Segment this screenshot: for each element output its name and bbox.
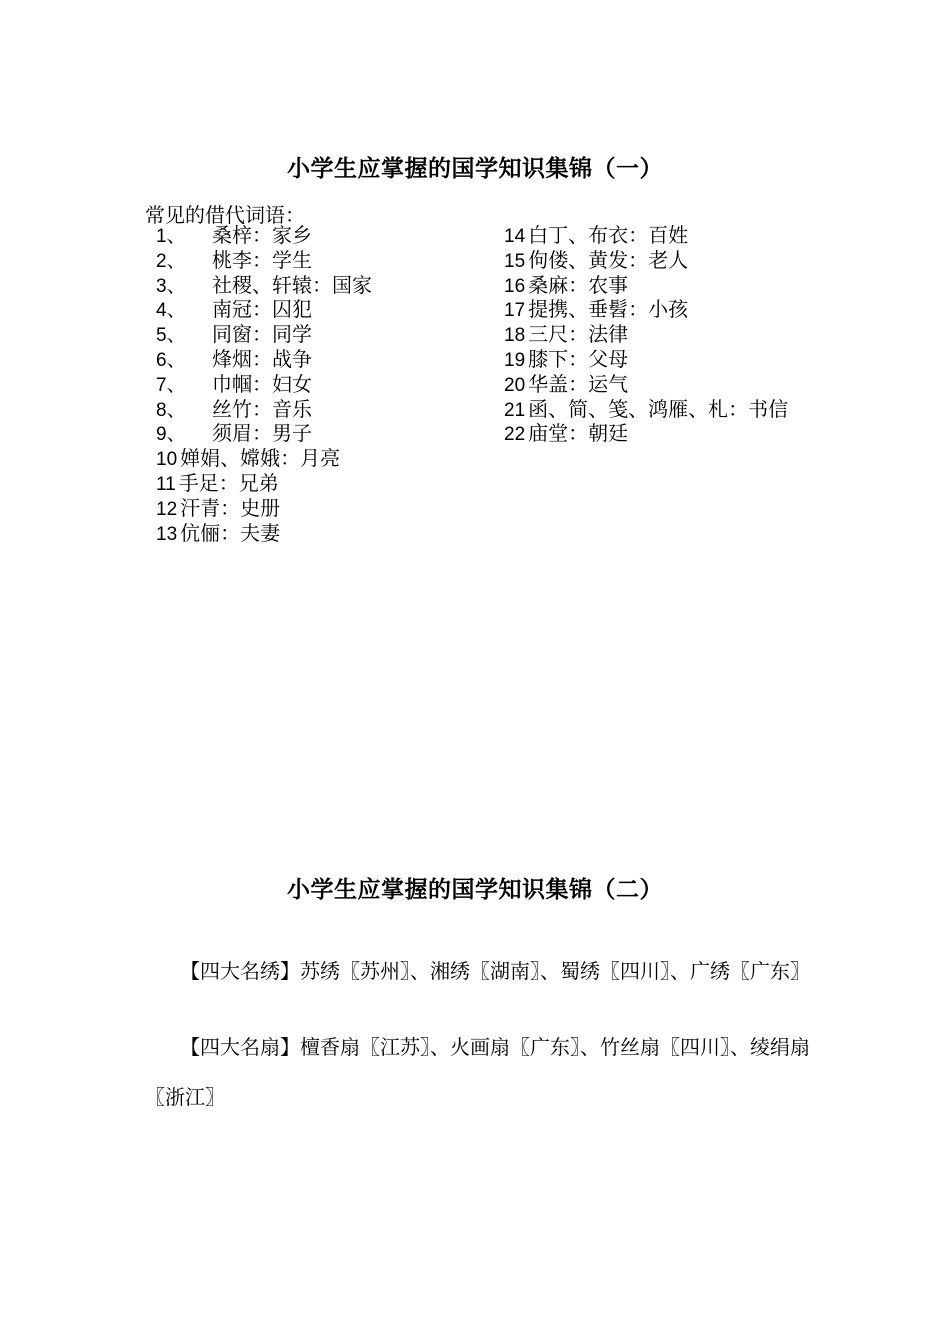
list-item — [156, 322, 372, 347]
list-item — [504, 273, 788, 298]
item-text: 伉俪：夫妻 — [180, 520, 281, 545]
item-number: 15 — [504, 250, 526, 272]
item-text: 膝下：父母 — [528, 346, 629, 371]
item-text: 同窗：同学 — [212, 322, 312, 347]
list-item — [156, 496, 372, 521]
list-item — [504, 223, 788, 248]
item-number: 19 — [504, 349, 526, 371]
item-number: 11 — [156, 473, 176, 495]
item-number: 14 — [504, 226, 526, 247]
item-number: 20 — [504, 374, 526, 396]
item-number: 9、 — [156, 424, 186, 446]
list-item — [156, 347, 372, 372]
item-text: 佝偻、黄发：老人 — [528, 247, 689, 272]
item-number: 13 — [156, 523, 178, 545]
list-item — [156, 397, 372, 422]
item-text: 华盖：运气 — [528, 371, 629, 396]
list-item — [504, 297, 788, 322]
item-number: 18 — [504, 325, 526, 347]
list-item — [504, 421, 788, 446]
item-text: 须眉：男子 — [212, 421, 312, 446]
list-item — [504, 397, 788, 422]
item-text: 丝竹：音乐 — [212, 396, 312, 421]
intro-text: 常见的借代词语： — [145, 203, 305, 227]
list-item — [156, 248, 372, 273]
item-text: 巾帼：妇女 — [212, 371, 312, 396]
item-number: 17 — [504, 300, 526, 322]
list-item — [156, 521, 372, 546]
item-number: 10 — [156, 449, 178, 471]
item-number: 5、 — [156, 325, 186, 347]
item-number: 12 — [156, 498, 178, 520]
item-text: 桑梓：家乡 — [212, 223, 312, 247]
item-text: 桑麻：农事 — [528, 272, 629, 297]
list-item — [504, 248, 788, 273]
list-item — [504, 372, 788, 397]
section-2-title: 小学生应掌握的国学知识集锦（二） — [287, 876, 663, 904]
item-text: 社稷、轩辕：国家 — [212, 272, 372, 297]
list-item — [156, 297, 372, 322]
metonymy-list-left — [156, 223, 372, 545]
item-text: 南冠：囚犯 — [212, 297, 312, 322]
item-text: 婵娟、嫦娥：月亮 — [180, 446, 341, 471]
item-text: 汗青：史册 — [180, 495, 281, 520]
list-item — [156, 223, 372, 248]
item-text: 桃李：学生 — [212, 247, 312, 272]
item-text: 烽烟：战争 — [212, 346, 312, 371]
metonymy-list-right — [504, 223, 788, 446]
item-number: 7、 — [156, 374, 186, 396]
item-number: 2、 — [156, 250, 186, 272]
list-item — [156, 273, 372, 298]
item-number: 16 — [504, 275, 526, 297]
item-number: 6、 — [156, 349, 186, 371]
list-item — [156, 421, 372, 446]
section-1-title: 小学生应掌握的国学知识集锦（一） — [287, 155, 663, 183]
item-text: 三尺：法律 — [528, 322, 629, 347]
list-item — [504, 322, 788, 347]
list-item — [156, 372, 372, 397]
item-number: 4、 — [156, 300, 186, 322]
item-text: 函、简、笺、鸿雁、札：书信 — [528, 396, 789, 421]
item-text: 手足：兄弟 — [178, 470, 279, 495]
list-item — [156, 471, 372, 496]
item-number: 8、 — [156, 399, 186, 421]
item-number: 1、 — [156, 226, 186, 247]
item-text: 提携、垂髫：小孩 — [528, 297, 689, 322]
item-number: 22 — [504, 424, 526, 446]
item-number: 21 — [504, 399, 526, 421]
fans-paragraph: 【四大名扇】檀香扇〖江苏〗、火画扇〖广东〗、竹丝扇〖四川〗、绫绢扇〖浙江〗 — [145, 1035, 810, 1109]
embroidery-paragraph: 【四大名绣】苏绣〖苏州〗、湘绣〖湖南〗、蜀绣〖四川〗、广绣〖广东〗 — [180, 959, 810, 983]
item-text: 庙堂：朝廷 — [528, 421, 629, 446]
item-number: 3、 — [156, 275, 186, 297]
list-item — [504, 347, 788, 372]
item-text: 白丁、布衣：百姓 — [528, 223, 689, 247]
list-item — [156, 446, 372, 471]
